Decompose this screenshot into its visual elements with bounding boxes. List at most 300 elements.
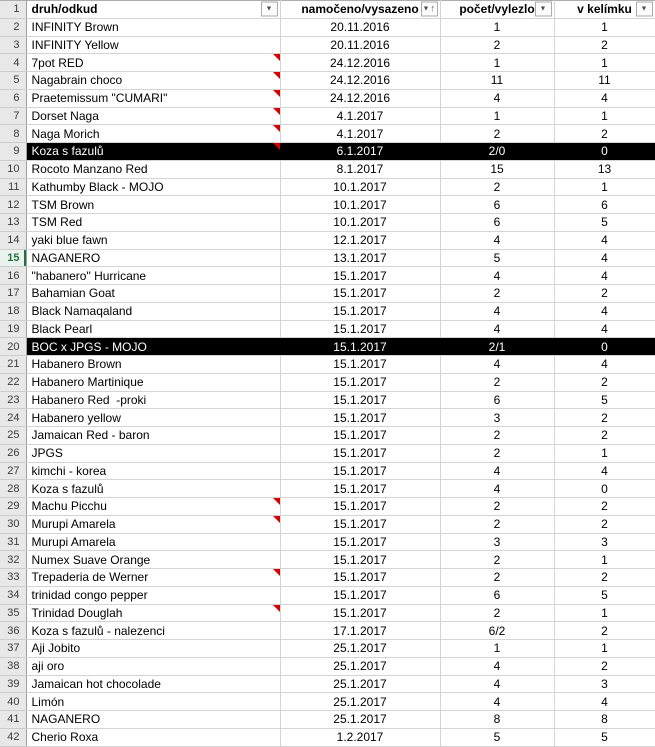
cell-v-kelimku[interactable]: 4 bbox=[554, 302, 655, 320]
cell-namoceno-vysazeno[interactable]: 24.12.2016 bbox=[280, 54, 440, 72]
cell-namoceno-vysazeno[interactable]: 6.1.2017 bbox=[280, 143, 440, 161]
cell-v-kelimku[interactable]: 2 bbox=[554, 569, 655, 587]
row-number[interactable]: 22 bbox=[0, 373, 26, 391]
cell-pocet-vylezlo[interactable]: 6 bbox=[440, 391, 554, 409]
cell-namoceno-vysazeno[interactable]: 15.1.2017 bbox=[280, 409, 440, 427]
row-number[interactable]: 31 bbox=[0, 533, 26, 551]
table-row bbox=[0, 657, 655, 675]
table-row bbox=[0, 551, 655, 569]
cell-druh-odkud[interactable] bbox=[26, 54, 280, 72]
cell-pocet-vylezlo[interactable]: 2/1 bbox=[440, 338, 554, 356]
row-number[interactable]: 33 bbox=[0, 569, 26, 587]
cell-namoceno-vysazeno[interactable]: 4.1.2017 bbox=[280, 125, 440, 143]
cell-pocet-vylezlo[interactable]: 2 bbox=[440, 373, 554, 391]
row-number[interactable]: 11 bbox=[0, 178, 26, 196]
cell-v-kelimku[interactable]: 4 bbox=[554, 462, 655, 480]
cell-druh-odkud[interactable] bbox=[26, 72, 280, 90]
cell-v-kelimku[interactable]: 13 bbox=[554, 160, 655, 178]
table-row bbox=[0, 107, 655, 125]
row-number[interactable]: 42 bbox=[0, 728, 26, 746]
cell-v-kelimku[interactable]: 0 bbox=[554, 338, 655, 356]
row-number[interactable]: 35 bbox=[0, 604, 26, 622]
species-name: trinidad congo pepper bbox=[31, 588, 148, 603]
row-number[interactable]: 38 bbox=[0, 657, 26, 675]
cell-pocet-vylezlo[interactable]: 2 bbox=[440, 125, 554, 143]
cell-pocet-vylezlo[interactable]: 2 bbox=[440, 178, 554, 196]
row-number[interactable]: 25 bbox=[0, 427, 26, 445]
cell-v-kelimku[interactable]: 6 bbox=[554, 196, 655, 214]
table-row bbox=[0, 338, 655, 356]
cell-druh-odkud[interactable] bbox=[26, 427, 280, 445]
cell-druh-odkud[interactable] bbox=[26, 89, 280, 107]
cell-v-kelimku[interactable]: 5 bbox=[554, 214, 655, 232]
cell-namoceno-vysazeno[interactable]: 12.1.2017 bbox=[280, 231, 440, 249]
cell-druh-odkud[interactable] bbox=[26, 320, 280, 338]
column-header-label: v kelímku bbox=[577, 2, 632, 17]
cell-v-kelimku[interactable]: 5 bbox=[554, 391, 655, 409]
species-name: Jamaican hot chocolade bbox=[31, 676, 161, 691]
cell-namoceno-vysazeno[interactable]: 15.1.2017 bbox=[280, 462, 440, 480]
cell-namoceno-vysazeno[interactable]: 8.1.2017 bbox=[280, 160, 440, 178]
cell-druh-odkud[interactable] bbox=[26, 675, 280, 693]
cell-pocet-vylezlo[interactable]: 4 bbox=[440, 693, 554, 711]
cell-namoceno-vysazeno[interactable]: 15.1.2017 bbox=[280, 391, 440, 409]
row-number[interactable]: 24 bbox=[0, 409, 26, 427]
cell-pocet-vylezlo[interactable]: 2 bbox=[440, 515, 554, 533]
table-row bbox=[0, 622, 655, 640]
cell-druh-odkud[interactable] bbox=[26, 267, 280, 285]
row-number[interactable]: 16 bbox=[0, 267, 26, 285]
species-name: BOC x JPGS - MOJO bbox=[31, 339, 147, 354]
row-number[interactable]: 13 bbox=[0, 214, 26, 232]
row-number[interactable]: 21 bbox=[0, 356, 26, 374]
cell-pocet-vylezlo[interactable]: 4 bbox=[440, 320, 554, 338]
cell-namoceno-vysazeno[interactable]: 25.1.2017 bbox=[280, 657, 440, 675]
cell-pocet-vylezlo[interactable]: 4 bbox=[440, 89, 554, 107]
cell-pocet-vylezlo[interactable]: 6/2 bbox=[440, 622, 554, 640]
cell-pocet-vylezlo[interactable]: 4 bbox=[440, 657, 554, 675]
species-name: INFINITY Yellow bbox=[31, 37, 119, 52]
row-number[interactable]: 7 bbox=[0, 107, 26, 125]
table-row bbox=[0, 125, 655, 143]
cell-namoceno-vysazeno[interactable]: 20.11.2016 bbox=[280, 18, 440, 36]
cell-druh-odkud[interactable] bbox=[26, 249, 280, 267]
cell-druh-odkud[interactable] bbox=[26, 640, 280, 658]
species-name: 7pot RED bbox=[31, 55, 84, 70]
table-row bbox=[0, 427, 655, 445]
filter-dropdown-button[interactable] bbox=[636, 2, 653, 17]
cell-v-kelimku[interactable]: 3 bbox=[554, 533, 655, 551]
species-name: Cherio Roxa bbox=[31, 730, 99, 745]
species-name: Rocoto Manzano Red bbox=[31, 162, 148, 177]
cell-druh-odkud[interactable] bbox=[26, 622, 280, 640]
table-row bbox=[0, 515, 655, 533]
cell-pocet-vylezlo[interactable]: 3 bbox=[440, 409, 554, 427]
cell-druh-odkud[interactable] bbox=[26, 373, 280, 391]
species-name: Dorset Naga bbox=[31, 108, 99, 123]
cell-namoceno-vysazeno[interactable]: 15.1.2017 bbox=[280, 551, 440, 569]
table-row bbox=[0, 693, 655, 711]
row-number[interactable]: 8 bbox=[0, 125, 26, 143]
cell-pocet-vylezlo[interactable]: 1 bbox=[440, 54, 554, 72]
cell-namoceno-vysazeno[interactable]: 15.1.2017 bbox=[280, 373, 440, 391]
cell-v-kelimku[interactable]: 4 bbox=[554, 267, 655, 285]
table-row bbox=[0, 36, 655, 54]
cell-namoceno-vysazeno[interactable]: 15.1.2017 bbox=[280, 604, 440, 622]
species-name: TSM Brown bbox=[31, 197, 95, 212]
cell-namoceno-vysazeno[interactable]: 1.2.2017 bbox=[280, 728, 440, 746]
cell-v-kelimku[interactable]: 2 bbox=[554, 373, 655, 391]
cell-druh-odkud[interactable] bbox=[26, 551, 280, 569]
row-number[interactable]: 6 bbox=[0, 89, 26, 107]
chevron-down-icon: ▼ bbox=[422, 5, 430, 13]
species-name: Murupi Amarela bbox=[31, 534, 116, 549]
cell-druh-odkud[interactable] bbox=[26, 462, 280, 480]
cell-namoceno-vysazeno[interactable]: 20.11.2016 bbox=[280, 36, 440, 54]
species-name: Aji Jobito bbox=[31, 641, 81, 656]
cell-druh-odkud[interactable] bbox=[26, 391, 280, 409]
cell-namoceno-vysazeno[interactable]: 24.12.2016 bbox=[280, 89, 440, 107]
species-name: JPGS bbox=[31, 446, 63, 461]
cell-namoceno-vysazeno[interactable]: 15.1.2017 bbox=[280, 515, 440, 533]
table-row bbox=[0, 586, 655, 604]
species-name: Black Pearl bbox=[31, 321, 93, 336]
table-row bbox=[0, 373, 655, 391]
column-header-namoceno-vysazeno[interactable] bbox=[280, 1, 440, 19]
table-row bbox=[0, 569, 655, 587]
cell-druh-odkud[interactable] bbox=[26, 338, 280, 356]
row-number[interactable]: 30 bbox=[0, 515, 26, 533]
row-number[interactable]: 39 bbox=[0, 675, 26, 693]
cell-v-kelimku[interactable]: 4 bbox=[554, 231, 655, 249]
cell-namoceno-vysazeno[interactable]: 15.1.2017 bbox=[280, 444, 440, 462]
table-row bbox=[0, 356, 655, 374]
row-number[interactable]: 34 bbox=[0, 586, 26, 604]
cell-namoceno-vysazeno[interactable]: 15.1.2017 bbox=[280, 356, 440, 374]
table-row bbox=[0, 267, 655, 285]
row-number[interactable]: 2 bbox=[0, 18, 26, 36]
row-number[interactable]: 1 bbox=[0, 1, 26, 19]
cell-namoceno-vysazeno[interactable]: 25.1.2017 bbox=[280, 711, 440, 729]
cell-pocet-vylezlo[interactable]: 4 bbox=[440, 675, 554, 693]
chevron-down-icon: ▼ bbox=[539, 5, 547, 13]
header-row bbox=[0, 1, 655, 19]
cell-pocet-vylezlo[interactable]: 4 bbox=[440, 356, 554, 374]
cell-druh-odkud[interactable] bbox=[26, 533, 280, 551]
species-name: Bahamian Goat bbox=[31, 286, 115, 301]
species-name: Habanero Brown bbox=[31, 357, 122, 372]
column-header-label: namočeno/vysazeno bbox=[301, 2, 419, 17]
species-name: aji oro bbox=[31, 659, 65, 674]
cell-v-kelimku[interactable]: 1 bbox=[554, 54, 655, 72]
cell-namoceno-vysazeno[interactable]: 25.1.2017 bbox=[280, 640, 440, 658]
cell-v-kelimku[interactable]: 1 bbox=[554, 107, 655, 125]
cell-v-kelimku[interactable]: 2 bbox=[554, 515, 655, 533]
cell-namoceno-vysazeno[interactable]: 15.1.2017 bbox=[280, 267, 440, 285]
cell-namoceno-vysazeno[interactable]: 25.1.2017 bbox=[280, 675, 440, 693]
cell-druh-odkud[interactable] bbox=[26, 125, 280, 143]
chevron-down-icon: ▼ bbox=[265, 5, 273, 13]
species-name: Koza s fazulů - nalezenci bbox=[31, 623, 165, 638]
species-name: Kathumby Black - MOJO bbox=[31, 179, 164, 194]
comment-indicator-icon bbox=[273, 516, 280, 523]
cell-namoceno-vysazeno[interactable]: 17.1.2017 bbox=[280, 622, 440, 640]
comment-indicator-icon bbox=[273, 72, 280, 79]
cell-pocet-vylezlo[interactable]: 2 bbox=[440, 498, 554, 516]
table-row bbox=[0, 391, 655, 409]
cell-druh-odkud[interactable] bbox=[26, 36, 280, 54]
cell-namoceno-vysazeno[interactable]: 15.1.2017 bbox=[280, 427, 440, 445]
cell-v-kelimku[interactable]: 2 bbox=[554, 427, 655, 445]
row-number[interactable]: 40 bbox=[0, 693, 26, 711]
cell-pocet-vylezlo[interactable]: 2 bbox=[440, 444, 554, 462]
species-name: Murupi Amarela bbox=[31, 517, 116, 532]
table-row bbox=[0, 498, 655, 516]
table-row bbox=[0, 196, 655, 214]
cell-pocet-vylezlo[interactable]: 6 bbox=[440, 586, 554, 604]
cell-v-kelimku[interactable]: 1 bbox=[554, 604, 655, 622]
cell-pocet-vylezlo[interactable]: 2 bbox=[440, 551, 554, 569]
cell-v-kelimku[interactable]: 1 bbox=[554, 551, 655, 569]
cell-namoceno-vysazeno[interactable]: 15.1.2017 bbox=[280, 533, 440, 551]
row-number[interactable]: 14 bbox=[0, 231, 26, 249]
cell-namoceno-vysazeno[interactable]: 15.1.2017 bbox=[280, 480, 440, 498]
table-row bbox=[0, 249, 655, 267]
table-row bbox=[0, 143, 655, 161]
cell-pocet-vylezlo[interactable]: 3 bbox=[440, 533, 554, 551]
cell-pocet-vylezlo[interactable]: 6 bbox=[440, 214, 554, 232]
cell-namoceno-vysazeno[interactable]: 24.12.2016 bbox=[280, 72, 440, 90]
row-number[interactable]: 37 bbox=[0, 640, 26, 658]
cell-v-kelimku[interactable]: 8 bbox=[554, 711, 655, 729]
species-name: "habanero" Hurricane bbox=[31, 268, 147, 283]
table-row bbox=[0, 18, 655, 36]
cell-namoceno-vysazeno[interactable]: 13.1.2017 bbox=[280, 249, 440, 267]
cell-v-kelimku[interactable]: 4 bbox=[554, 356, 655, 374]
cell-pocet-vylezlo[interactable]: 1 bbox=[440, 640, 554, 658]
cell-druh-odkud[interactable] bbox=[26, 409, 280, 427]
cell-namoceno-vysazeno[interactable]: 15.1.2017 bbox=[280, 338, 440, 356]
cell-v-kelimku[interactable]: 1 bbox=[554, 640, 655, 658]
filter-dropdown-button[interactable] bbox=[261, 2, 278, 17]
cell-pocet-vylezlo[interactable]: 4 bbox=[440, 267, 554, 285]
species-name: Jamaican Red - baron bbox=[31, 428, 150, 443]
cell-druh-odkud[interactable] bbox=[26, 480, 280, 498]
species-name: Praetemissum "CUMARI" bbox=[31, 91, 168, 106]
table-row bbox=[0, 409, 655, 427]
cell-v-kelimku[interactable]: 5 bbox=[554, 728, 655, 746]
cell-druh-odkud[interactable] bbox=[26, 196, 280, 214]
cell-pocet-vylezlo[interactable]: 6 bbox=[440, 196, 554, 214]
comment-indicator-icon bbox=[273, 125, 280, 132]
table-row bbox=[0, 214, 655, 232]
cell-druh-odkud[interactable] bbox=[26, 285, 280, 303]
cell-pocet-vylezlo[interactable]: 15 bbox=[440, 160, 554, 178]
row-number[interactable]: 4 bbox=[0, 54, 26, 72]
cell-namoceno-vysazeno[interactable]: 10.1.2017 bbox=[280, 178, 440, 196]
column-header-druh-odkud[interactable] bbox=[26, 1, 280, 19]
cell-namoceno-vysazeno[interactable]: 15.1.2017 bbox=[280, 498, 440, 516]
comment-indicator-icon bbox=[273, 108, 280, 115]
species-name: Trepaderia de Werner bbox=[31, 570, 149, 585]
cell-druh-odkud[interactable] bbox=[26, 356, 280, 374]
cell-v-kelimku[interactable]: 0 bbox=[554, 480, 655, 498]
cell-v-kelimku[interactable]: 1 bbox=[554, 444, 655, 462]
table-row bbox=[0, 285, 655, 303]
cell-v-kelimku[interactable]: 3 bbox=[554, 675, 655, 693]
table-row bbox=[0, 711, 655, 729]
row-number[interactable]: 29 bbox=[0, 498, 26, 516]
cell-druh-odkud[interactable] bbox=[26, 143, 280, 161]
cell-pocet-vylezlo[interactable]: 8 bbox=[440, 711, 554, 729]
species-name: Numex Suave Orange bbox=[31, 552, 151, 567]
comment-indicator-icon bbox=[273, 143, 280, 150]
cell-v-kelimku[interactable]: 2 bbox=[554, 622, 655, 640]
row-number[interactable]: 18 bbox=[0, 302, 26, 320]
cell-namoceno-vysazeno[interactable]: 10.1.2017 bbox=[280, 196, 440, 214]
species-name: TSM Red bbox=[31, 215, 83, 230]
row-number[interactable]: 32 bbox=[0, 551, 26, 569]
cell-pocet-vylezlo[interactable]: 2 bbox=[440, 569, 554, 587]
species-name: Black Namaqaland bbox=[31, 304, 133, 319]
table-row bbox=[0, 160, 655, 178]
cell-pocet-vylezlo[interactable]: 4 bbox=[440, 302, 554, 320]
row-number[interactable]: 27 bbox=[0, 462, 26, 480]
cell-v-kelimku[interactable]: 11 bbox=[554, 72, 655, 90]
cell-namoceno-vysazeno[interactable]: 15.1.2017 bbox=[280, 320, 440, 338]
species-name: kimchi - korea bbox=[31, 463, 107, 478]
cell-pocet-vylezlo[interactable]: 11 bbox=[440, 72, 554, 90]
species-name: yaki blue fawn bbox=[31, 233, 108, 248]
row-number[interactable]: 5 bbox=[0, 72, 26, 90]
cell-druh-odkud[interactable] bbox=[26, 107, 280, 125]
table-row bbox=[0, 604, 655, 622]
chevron-down-icon: ▼ bbox=[640, 5, 648, 13]
cell-v-kelimku[interactable]: 2 bbox=[554, 125, 655, 143]
cell-v-kelimku[interactable]: 1 bbox=[554, 18, 655, 36]
species-name: INFINITY Brown bbox=[31, 20, 119, 35]
row-number[interactable]: 26 bbox=[0, 444, 26, 462]
cell-v-kelimku[interactable]: 2 bbox=[554, 498, 655, 516]
species-name: Koza s fazulů bbox=[31, 144, 104, 159]
cell-druh-odkud[interactable] bbox=[26, 214, 280, 232]
cell-druh-odkud[interactable] bbox=[26, 160, 280, 178]
cell-pocet-vylezlo[interactable]: 2/0 bbox=[440, 143, 554, 161]
cell-namoceno-vysazeno[interactable]: 15.1.2017 bbox=[280, 285, 440, 303]
row-number[interactable]: 41 bbox=[0, 711, 26, 729]
cell-druh-odkud[interactable] bbox=[26, 604, 280, 622]
cell-druh-odkud[interactable] bbox=[26, 657, 280, 675]
cell-druh-odkud[interactable] bbox=[26, 178, 280, 196]
cell-druh-odkud[interactable] bbox=[26, 711, 280, 729]
cell-namoceno-vysazeno[interactable]: 15.1.2017 bbox=[280, 586, 440, 604]
cell-druh-odkud[interactable] bbox=[26, 569, 280, 587]
cell-druh-odkud[interactable] bbox=[26, 515, 280, 533]
table-row bbox=[0, 231, 655, 249]
cell-druh-odkud[interactable] bbox=[26, 18, 280, 36]
cell-namoceno-vysazeno[interactable]: 25.1.2017 bbox=[280, 693, 440, 711]
row-number[interactable]: 12 bbox=[0, 196, 26, 214]
row-number[interactable]: 15 bbox=[0, 249, 26, 267]
table-row bbox=[0, 462, 655, 480]
species-name: Trinidad Douglah bbox=[31, 605, 123, 620]
cell-v-kelimku[interactable]: 4 bbox=[554, 693, 655, 711]
cell-druh-odkud[interactable] bbox=[26, 498, 280, 516]
row-number[interactable]: 36 bbox=[0, 622, 26, 640]
cell-namoceno-vysazeno[interactable]: 15.1.2017 bbox=[280, 569, 440, 587]
cell-pocet-vylezlo[interactable]: 2 bbox=[440, 285, 554, 303]
cell-pocet-vylezlo[interactable]: 5 bbox=[440, 728, 554, 746]
table-body bbox=[0, 18, 655, 746]
cell-v-kelimku[interactable]: 5 bbox=[554, 586, 655, 604]
cell-v-kelimku[interactable]: 0 bbox=[554, 143, 655, 161]
table-row bbox=[0, 72, 655, 90]
row-number[interactable]: 9 bbox=[0, 143, 26, 161]
comment-indicator-icon bbox=[273, 498, 280, 505]
cell-druh-odkud[interactable] bbox=[26, 231, 280, 249]
species-name: NAGANERO bbox=[31, 250, 101, 265]
row-number[interactable]: 10 bbox=[0, 160, 26, 178]
column-header-v-kelimku[interactable] bbox=[554, 1, 655, 19]
cell-pocet-vylezlo[interactable]: 4 bbox=[440, 231, 554, 249]
column-header-label: počet/vylezlo bbox=[459, 2, 535, 17]
column-header-pocet-vylezlo[interactable] bbox=[440, 1, 554, 19]
table-row bbox=[0, 480, 655, 498]
table-row bbox=[0, 675, 655, 693]
cell-v-kelimku[interactable]: 4 bbox=[554, 249, 655, 267]
species-name: Naga Morich bbox=[31, 126, 100, 141]
species-name: Habanero Martinique bbox=[31, 375, 144, 390]
filter-dropdown-button[interactable] bbox=[535, 2, 552, 17]
filter-sort-ascending-button[interactable] bbox=[421, 2, 438, 17]
row-number[interactable]: 23 bbox=[0, 391, 26, 409]
cell-pocet-vylezlo[interactable]: 2 bbox=[440, 604, 554, 622]
row-number[interactable]: 19 bbox=[0, 320, 26, 338]
cell-druh-odkud[interactable] bbox=[26, 444, 280, 462]
cell-namoceno-vysazeno[interactable]: 4.1.2017 bbox=[280, 107, 440, 125]
cell-v-kelimku[interactable]: 2 bbox=[554, 285, 655, 303]
cell-v-kelimku[interactable]: 2 bbox=[554, 657, 655, 675]
row-number[interactable]: 20 bbox=[0, 338, 26, 356]
cell-v-kelimku[interactable]: 1 bbox=[554, 178, 655, 196]
cell-druh-odkud[interactable] bbox=[26, 586, 280, 604]
row-number[interactable]: 17 bbox=[0, 285, 26, 303]
cell-pocet-vylezlo[interactable]: 4 bbox=[440, 462, 554, 480]
cell-pocet-vylezlo[interactable]: 2 bbox=[440, 36, 554, 54]
row-number[interactable]: 3 bbox=[0, 36, 26, 54]
cell-pocet-vylezlo[interactable]: 1 bbox=[440, 107, 554, 125]
table-row bbox=[0, 302, 655, 320]
cell-v-kelimku[interactable]: 2 bbox=[554, 409, 655, 427]
cell-v-kelimku[interactable]: 2 bbox=[554, 36, 655, 54]
table-row bbox=[0, 89, 655, 107]
species-name: Habanero Red -proki bbox=[31, 392, 147, 407]
cell-druh-odkud[interactable] bbox=[26, 693, 280, 711]
comment-indicator-icon bbox=[273, 54, 280, 61]
cell-namoceno-vysazeno[interactable]: 10.1.2017 bbox=[280, 214, 440, 232]
cell-v-kelimku[interactable]: 4 bbox=[554, 89, 655, 107]
cell-pocet-vylezlo[interactable]: 2 bbox=[440, 427, 554, 445]
cell-pocet-vylezlo[interactable]: 5 bbox=[440, 249, 554, 267]
cell-druh-odkud[interactable] bbox=[26, 302, 280, 320]
table-row bbox=[0, 728, 655, 746]
cell-druh-odkud[interactable] bbox=[26, 728, 280, 746]
cell-namoceno-vysazeno[interactable]: 15.1.2017 bbox=[280, 302, 440, 320]
cell-pocet-vylezlo[interactable]: 4 bbox=[440, 480, 554, 498]
cell-v-kelimku[interactable]: 4 bbox=[554, 320, 655, 338]
cell-pocet-vylezlo[interactable]: 1 bbox=[440, 18, 554, 36]
row-number[interactable]: 28 bbox=[0, 480, 26, 498]
